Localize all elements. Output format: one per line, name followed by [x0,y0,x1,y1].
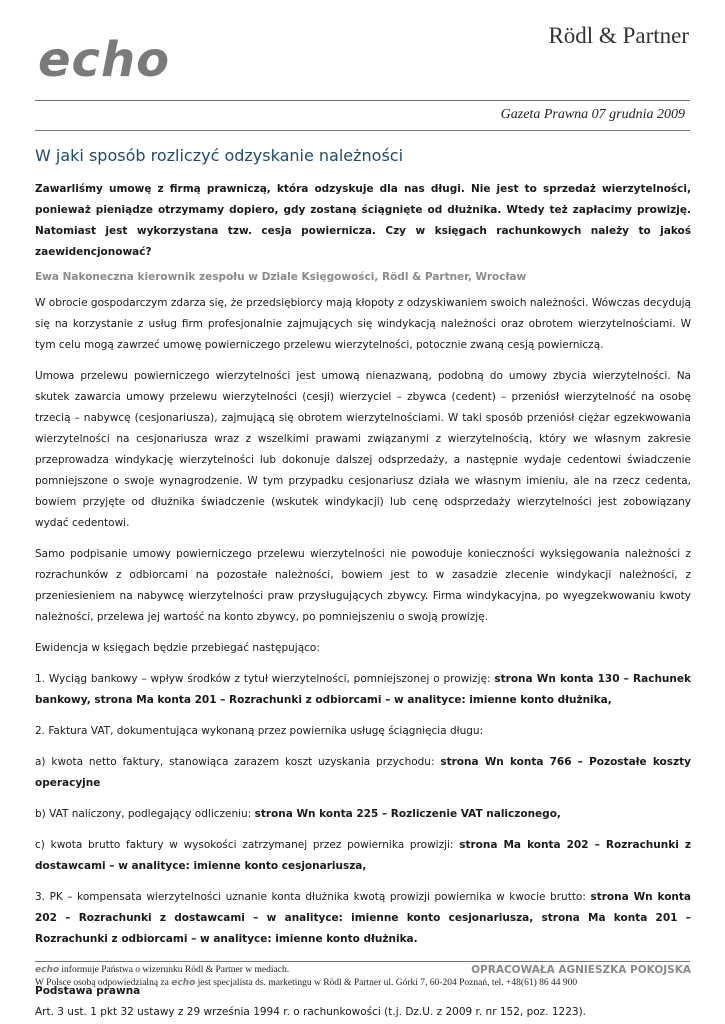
article-body [35,179,691,1023]
paragraph: Umowa przelewu powierniczego wierzytelności jest umową nienazwaną, podobną do umowy zbycia wierzytelności. Na skutek zawarcia umowy przelewu wierzytelności (cesji) wierzyciel – zbywca (cedent) – przeniósł wierzytelność na osobę trzecią – nabywcę (cesjonariusza), zajmującą się obrotem wierzytelnościami. W taki sposób przeniósł ciężar egzekwowania wierzytelności na cesjonariusza wraz z wszelkimi prawami związanymi z wierzytelnością, który we własnym zakresie przeprowadza windykację wierzytelności lub dokonuje dalszej odsprzedaży, a następnie wydaje cedentowi świadczenie pomniejszone o swoje wynagrodzenie. W tym przypadku cesjonariusz działa we własnym imieniu, ale na rzecz cedenta, bowiem przyjęte od dłużnika świadczenie (wskutek windykacji) lub cenę odsprzedaży wierzytelności jest zobowiązany wydać cedentowi. [35,370,691,529]
article-title: W jaki sposób rozliczyć odzyskanie należności [35,146,404,165]
footer-text: W Polsce osobą odpowiedzialną za [35,978,172,988]
entry-accounts: strona Ma konta 202 – Rozrachunki z dostawcami – w analityce: imienne konto cesjonariusza, [35,839,691,872]
entry-text: c) kwota brutto faktury w wysokości zatrzymanej przez powiernika prowizji: [35,839,460,851]
entry-3 [35,887,691,950]
entry-2a [35,752,691,794]
footer-echo-mark: echo [171,978,196,988]
entry-accounts: strona Wn konta 225 – Rozliczenie VAT naliczonego, [254,808,561,820]
page-footer [35,964,577,990]
legal-basis-heading: Podstawa prawna [35,985,141,997]
footer-text: informuje Państwa o wizerunku Rödl & Partner w mediach. [59,965,290,975]
article-author: Ewa Nakoneczna kierownik zespołu w Dziale Księgowości, Rödl & Partner, Wrocław [35,271,527,283]
company-brand: Rödl & Partner [548,23,689,48]
footer-line-2 [35,977,577,990]
entry-accounts: strona Wn konta 130 – Rachunek bankowy, strona Ma konta 201 – Rozrachunki z odbiorcami – w analityce: imienne konto dłużnika, [35,673,691,706]
footer-text: jest specjalista ds. marketingu w Rödl & Partner ul. Górki 7, 60-204 Poznań, tel. +48(61) 86 44 900 [195,978,578,988]
echo-logo: echo [38,32,171,88]
article-signature: OPRACOWAŁA AGNIESZKA POKOJSKA [471,964,691,976]
paragraph: Ewidencja w księgach będzie przebiegać następująco: [35,642,320,654]
publication-dateline: Gazeta Prawna 07 grudnia 2009 [500,107,685,122]
entry-2: 2. Faktura VAT, dokumentująca wykonaną przez powiernika usługę ściągnięcia długu: [35,725,484,737]
entry-text: a) kwota netto faktury, stanowiąca zarazem koszt uzyskania przychodu: [35,756,441,768]
paragraph: W obrocie gospodarczym zdarza się, że przedsiębiorcy mają kłopoty z odzyskiwaniem swoich należności. Wówczas decydują się na korzystanie z usług firm profesjonalnie zajmujących się windykacją należności oraz obrotem wierzytelnościami. W tym celu mogą zawrzeć umowę powierniczego przelewu wierzytelności, potocznie zwaną cesją powierniczą. [35,297,691,351]
footer-rule [35,961,690,962]
entry-text: 3. PK – kompensata wierzytelności uznanie konta dłużnika kwotą prowizji powiernika w kwocie brutto: [35,891,591,903]
entry-1 [35,669,691,711]
entry-2b [35,804,691,825]
entry-text: 1. Wyciąg bankowy – wpływ środków z tytuł wierzytelności, pomniejszonej o prowizję: [35,673,495,685]
header-rule-bottom [35,130,690,131]
header-rule-top [35,100,690,101]
entry-2c [35,835,691,877]
footer-line-1 [35,964,577,977]
paragraph: Samo podpisanie umowy powierniczego przelewu wierzytelności nie powoduje konieczności wyksięgowania należności z rozrachunków z odbiorcami na pozostałe należności, bowiem jest to w zasadzie zlecenie windykacji należności, z przeniesieniem na nabywcę wierzytelności praw przysługujących zbywcy. Firma windykacyjna, po wyegzekwowaniu kwoty należności, przelewa jej wartość na konto zbywcy, po pomniejszeniu o swoją prowizję. [35,548,691,623]
entry-text: b) VAT naliczony, podlegający odliczeniu: [35,808,255,820]
footer-echo-mark: echo [35,965,60,975]
entry-accounts: strona Wn konta 202 – Rozrachunki z dostawcami – w analityce: imienne konto cesjonariusza, strona Ma konta 201 – Rozrachunki z odbiorcami – w analityce: imienne konto dłużnika. [35,891,692,945]
article-lead: Zawarliśmy umowę z firmą prawniczą, która odzyskuje dla nas długi. Nie jest to sprzedaż wierzytelności, ponieważ pieniądze otrzymamy dopiero, gdy zostaną ściągnięte od dłużnika. Wtedy też zapłacimy prowizję. Natomiast jest wykorzystana tzw. cesja powiernicza. Czy w księgach rachunkowych należy to jakoś zaewidencjonować? [35,183,691,258]
legal-basis-text: Art. 3 ust. 1 pkt 32 ustawy z 29 września 1994 r. o rachunkowości (t.j. Dz.U. z 2009 r. nr 152, poz. 1223). [35,1006,587,1018]
entry-accounts: strona Wn konta 766 – Pozostałe koszty operacyjne [35,756,691,789]
